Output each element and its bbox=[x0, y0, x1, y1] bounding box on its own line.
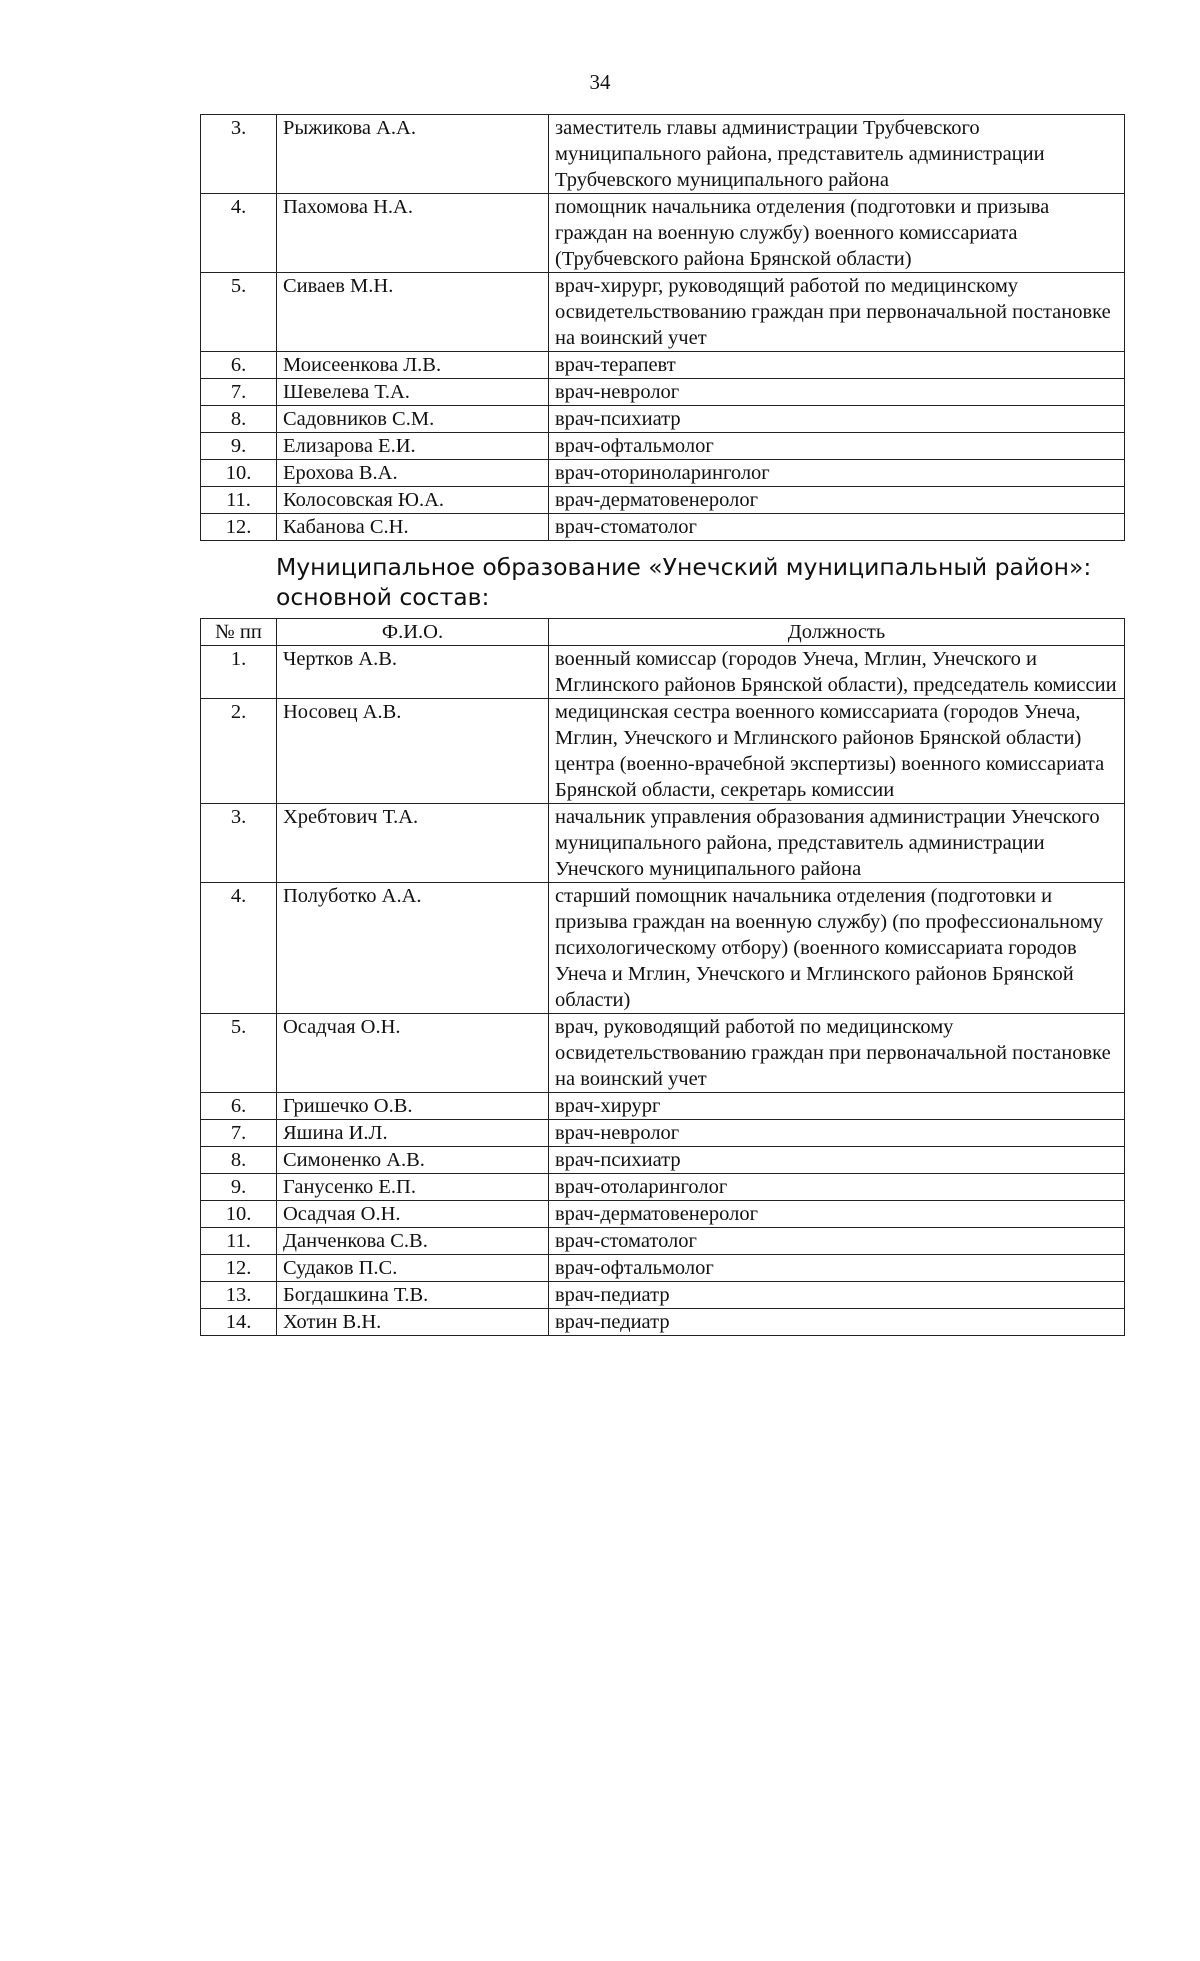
table-row bbox=[201, 1014, 1125, 1093]
table-row bbox=[201, 1120, 1125, 1147]
section-title-line2: основной состав: bbox=[276, 583, 490, 611]
member-position: врач-невролог bbox=[549, 1120, 1125, 1147]
member-position: врач-педиатр bbox=[549, 1309, 1125, 1336]
section-title bbox=[276, 552, 1136, 612]
row-number: 10. bbox=[201, 1201, 277, 1228]
member-position: врач-невролог bbox=[549, 379, 1125, 406]
table-row bbox=[201, 1255, 1125, 1282]
member-name: Моисеенкова Л.В. bbox=[277, 352, 549, 379]
member-name: Ганусенко Е.П. bbox=[277, 1174, 549, 1201]
row-number: 4. bbox=[201, 194, 277, 273]
row-number: 4. bbox=[201, 883, 277, 1014]
table-row bbox=[201, 352, 1125, 379]
row-number: 1. bbox=[201, 646, 277, 699]
row-number: 8. bbox=[201, 406, 277, 433]
table-row bbox=[201, 699, 1125, 804]
table-row bbox=[201, 1228, 1125, 1255]
row-number: 10. bbox=[201, 460, 277, 487]
header-num: № пп bbox=[201, 619, 277, 646]
table-header-row bbox=[201, 619, 1125, 646]
table-row bbox=[201, 514, 1125, 541]
member-name: Осадчая О.Н. bbox=[277, 1014, 549, 1093]
table-row bbox=[201, 487, 1125, 514]
member-position: врач-отоларинголог bbox=[549, 1174, 1125, 1201]
member-name: Садовников С.М. bbox=[277, 406, 549, 433]
member-name: Гришечко О.В. bbox=[277, 1093, 549, 1120]
row-number: 11. bbox=[201, 1228, 277, 1255]
member-name: Хотин В.Н. bbox=[277, 1309, 549, 1336]
table-row bbox=[201, 804, 1125, 883]
member-name: Хребтович Т.А. bbox=[277, 804, 549, 883]
row-number: 13. bbox=[201, 1282, 277, 1309]
member-position: врач-оториноларинголог bbox=[549, 460, 1125, 487]
table-row bbox=[201, 646, 1125, 699]
row-number: 12. bbox=[201, 514, 277, 541]
row-number: 5. bbox=[201, 1014, 277, 1093]
member-position: врач-стоматолог bbox=[549, 1228, 1125, 1255]
row-number: 8. bbox=[201, 1147, 277, 1174]
row-number: 3. bbox=[201, 804, 277, 883]
page-number: 34 bbox=[589, 70, 611, 94]
row-number: 6. bbox=[201, 352, 277, 379]
table-row bbox=[201, 406, 1125, 433]
member-position: врач-офтальмолог bbox=[549, 433, 1125, 460]
member-name: Богдашкина Т.В. bbox=[277, 1282, 549, 1309]
member-position: врач-хирург, руководящий работой по медицинскому освидетельствованию граждан при первоначальной постановке на воинский учет bbox=[549, 273, 1125, 352]
row-number: 7. bbox=[201, 379, 277, 406]
table-row bbox=[201, 1282, 1125, 1309]
table-row bbox=[201, 1309, 1125, 1336]
member-name: Кабанова С.Н. bbox=[277, 514, 549, 541]
member-position: старший помощник начальника отделения (подготовки и призыва граждан на военную службу) (по профессиональному психологическому отбору) (военного комиссариата городов Унеча и Мглин, Унечского и Мглинского районов Брянской области) bbox=[549, 883, 1125, 1014]
member-name: Ерохова В.А. bbox=[277, 460, 549, 487]
table-row bbox=[201, 194, 1125, 273]
member-position: врач-терапевт bbox=[549, 352, 1125, 379]
member-position: врач-офтальмолог bbox=[549, 1255, 1125, 1282]
row-number: 12. bbox=[201, 1255, 277, 1282]
table-row bbox=[201, 1174, 1125, 1201]
member-position: врач-дерматовенеролог bbox=[549, 1201, 1125, 1228]
member-name: Рыжикова А.А. bbox=[277, 115, 549, 194]
member-position: военный комиссар (городов Унеча, Мглин, Унечского и Мглинского районов Брянской области), председатель комиссии bbox=[549, 646, 1125, 699]
member-position: врач, руководящий работой по медицинскому освидетельствованию граждан при первоначальной постановке на воинский учет bbox=[549, 1014, 1125, 1093]
member-name: Шевелева Т.А. bbox=[277, 379, 549, 406]
row-number: 3. bbox=[201, 115, 277, 194]
section-title-line1: Муниципальное образование «Унечский муниципальный район»: bbox=[276, 553, 1092, 581]
table-row bbox=[201, 1093, 1125, 1120]
member-name: Сиваев М.Н. bbox=[277, 273, 549, 352]
row-number: 7. bbox=[201, 1120, 277, 1147]
member-name: Полуботко А.А. bbox=[277, 883, 549, 1014]
table-row bbox=[201, 460, 1125, 487]
member-name: Чертков А.В. bbox=[277, 646, 549, 699]
member-name: Яшина И.Л. bbox=[277, 1120, 549, 1147]
table-row bbox=[201, 273, 1125, 352]
member-position: врач-психиатр bbox=[549, 1147, 1125, 1174]
table-row bbox=[201, 883, 1125, 1014]
header-position: Должность bbox=[549, 619, 1125, 646]
member-position: врач-стоматолог bbox=[549, 514, 1125, 541]
member-position: врач-педиатр bbox=[549, 1282, 1125, 1309]
table-row bbox=[201, 433, 1125, 460]
member-position: медицинская сестра военного комиссариата (городов Унеча, Мглин, Унечского и Мглинского районов Брянской области) центра (военно-врачебной экспертизы) военного комиссариата Брянской области, секретарь комиссии bbox=[549, 699, 1125, 804]
row-number: 2. bbox=[201, 699, 277, 804]
table-row bbox=[201, 115, 1125, 194]
member-position: врач-дерматовенеролог bbox=[549, 487, 1125, 514]
member-position: врач-хирург bbox=[549, 1093, 1125, 1120]
member-name: Судаков П.С. bbox=[277, 1255, 549, 1282]
member-name: Данченкова С.В. bbox=[277, 1228, 549, 1255]
row-number: 14. bbox=[201, 1309, 277, 1336]
row-number: 5. bbox=[201, 273, 277, 352]
row-number: 11. bbox=[201, 487, 277, 514]
header-name: Ф.И.О. bbox=[277, 619, 549, 646]
member-name: Елизарова Е.И. bbox=[277, 433, 549, 460]
table-row bbox=[201, 1201, 1125, 1228]
commission-table-unecha bbox=[200, 618, 1125, 1336]
member-position: помощник начальника отделения (подготовки и призыва граждан на военную службу) военного комиссариата (Трубчевского района Брянской области) bbox=[549, 194, 1125, 273]
member-name: Осадчая О.Н. bbox=[277, 1201, 549, 1228]
member-position: заместитель главы администрации Трубчевского муниципального района, представитель администрации Трубчевского муниципального района bbox=[549, 115, 1125, 194]
member-position: начальник управления образования администрации Унечского муниципального района, представитель администрации Унечского муниципального района bbox=[549, 804, 1125, 883]
row-number: 9. bbox=[201, 1174, 277, 1201]
row-number: 9. bbox=[201, 433, 277, 460]
member-position: врач-психиатр bbox=[549, 406, 1125, 433]
member-name: Пахомова Н.А. bbox=[277, 194, 549, 273]
table-row bbox=[201, 1147, 1125, 1174]
member-name: Колосовская Ю.А. bbox=[277, 487, 549, 514]
member-name: Носовец А.В. bbox=[277, 699, 549, 804]
member-name: Симоненко А.В. bbox=[277, 1147, 549, 1174]
table-row bbox=[201, 379, 1125, 406]
row-number: 6. bbox=[201, 1093, 277, 1120]
commission-table-trubchevsk bbox=[200, 114, 1125, 541]
